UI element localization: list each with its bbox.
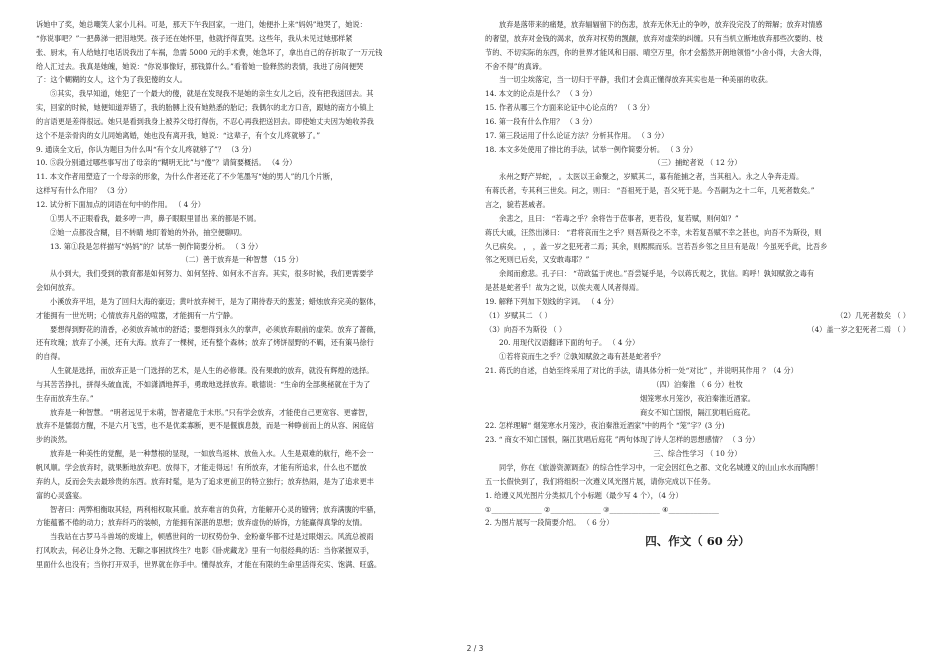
- right_column-text-line: 16. 第一段有什么作用？ （ 3 分）: [485, 116, 597, 126]
- right_column-text-line: 19. 解释下列加下划线的字词。 （ 4 分）: [485, 296, 618, 306]
- left_column-text-line: 步的淡然。: [36, 435, 72, 445]
- left_column-text-line: （二）善于放弃是一种智慧 （15 分）: [181, 255, 303, 265]
- left_column-text-line: 12. 试分析下面加点的词语在句中的作用。 （ 4 分）: [36, 199, 205, 209]
- blank-item: （2）几死者数矣 （ ）: [836, 310, 910, 320]
- right-column: [485, 18, 910, 550]
- left_column-text-line: 打风吹去，何必让身外之物、无聊之事困扰终生？电影《卧虎藏龙》里有一句很经典的话：当你紧握双手，: [36, 546, 374, 556]
- left_column-text-line: 里面什么也没有；当你打开双手，世界就在你手中。懂得放弃，才能在有限的生命里活得充实、饱满、旺盛。: [36, 559, 382, 569]
- left_column-text-line: 人生就是选择，而放弃正是一门选择的艺术，是人生的必修课。没有果敢的放弃，就没有辉煌的选择。: [50, 366, 374, 376]
- left_column-text-line: ②她一点都没含糊，目不转睛 地盯着她的外孙，抽空便聊叨。: [50, 227, 247, 237]
- left_column-text-line: 这样写有什么作用？ （3 分）: [36, 186, 132, 196]
- right_column-text-line: 15. 作者从哪三个方面来论证中心论点的？ （ 3 分）: [485, 103, 654, 113]
- right_column-blank-row: [485, 323, 910, 337]
- left_column-text-line: 方能蕴蓄不倦的动力；放弃纤巧的装帧，方能拥有深湛的思想；放弃虚伪的矫饰，方能赢得真挚的友情。: [36, 518, 367, 528]
- left_column-text-line: 给人汇过去。我真是她魄，她说：“你说事像好，那钱算什么。”看着她一脸释然的表情，我进了房间便哭: [36, 61, 364, 71]
- left_column-text-line: 放弃是一种美性的觉醒，是一种慧根的显现，一如放鸟返林、放鱼入水。人生是艰难的航行，绝不会一: [50, 449, 374, 459]
- left_column-text-line: 11. 本文作者用塑造了一个母亲的形象，为什么作者还花了不少笔墨写“她的男人”的几个片断，: [36, 172, 338, 182]
- right_column-text-line: 邻之死则已后矣，又安敢毒耶？”: [485, 255, 590, 265]
- right_column-text-line: ①若将哀而生之乎？②孰知赋敛之毒有甚是蛇者乎？: [499, 352, 665, 362]
- left_column-text-line: 小溪放弃平坦，是为了回归大海的豪迈；黄叶放弃树干，是为了期待春天的葱茏；蜡烛放弃完美的躯体，: [50, 296, 381, 306]
- left_column-text-line: ⑤其实，我早知道，她犯了一个最大的傻，就是在发现我不是她的亲生女儿之后，没有把我送回去。其: [50, 89, 374, 99]
- left_column-text-line: 与其苦苦挣扎，拼得头破血流，不如潇洒地挥手，勇敢地选择放弃。歌德说：“生命的全部奥秘就在于为了: [36, 379, 371, 389]
- right_column-text-line: 余闻而愈悲。孔子曰： “苛政猛于虎也。”吾尝疑乎是，今以蒋氏观之，犹信。呜呼！孰知赋敛之毒有: [499, 269, 815, 279]
- right-column-lines: [485, 18, 910, 530]
- left_column-text-line: “你说事吧？”一把鼻涕一把泪地哭。孩子还在她怀里，他就抒得直哭。这些年，我从未见过她那样紧: [36, 33, 353, 43]
- right_column-text-line: ①______________ ②______________ ③______________ ④______________: [485, 504, 719, 514]
- right_column-text-line: 烟笼寒水月笼沙，夜泊秦淮近酒家。: [639, 393, 755, 403]
- left_column-text-line: 富的心灵盛宴。: [36, 490, 87, 500]
- right_column-text-line: 蒋氏大戚，汪然出涕曰： “君将哀而生之乎？则吾斯役之不幸，未若复吾赋不幸之甚也，向吾不为斯役，则: [485, 227, 822, 237]
- left_column-text-line: 会如何放弃。: [36, 283, 80, 293]
- right_column-text-line: 三、综合性学习 （ 10 分）: [653, 449, 742, 459]
- left_column-text-line: 当我站在古罗马斗兽场的废墟上，顿感世间的一切权势份争、金粉豪华都不过是过眼烟云。风流总被雨: [50, 532, 374, 542]
- right_column-text-line: 永州之野产异蛇， 。太医以王命聚之，岁赋其二，募有能捕之者，当其租入。永之人争奔走焉。: [499, 172, 804, 182]
- right_column-text-line: 商女不知亡国恨，隔江犹唱后庭花。: [639, 407, 755, 417]
- right_column-text-line: 23. “ 商女不知亡国恨，隔江犹唱后庭花 ”两句体现了诗人怎样的思想感情？ （ 3 分）: [485, 435, 760, 445]
- right_column-text-line: 当一切尘埃落定，当一切归于平静，我们才会真正懂得放弃其实也是一种美丽的收获。: [499, 75, 773, 85]
- page-number: 2 / 3: [466, 644, 484, 653]
- writing-section-title: 四、作文（ 60 分）: [645, 534, 750, 549]
- right_column-blank-row: [485, 309, 910, 323]
- left_column-text-line: 这个不是亲骨肉的女儿同她离婚，她也没有离开我，她说：“这辈子，有个女儿疼就够了。”: [36, 130, 321, 140]
- left_column-text-line: 诉她中了奖，她总嘲笑人家小儿科。可是，那天下午我回家，一进门，她便扑上来“妈妈”地哭了，她说：: [36, 20, 367, 29]
- right_column-text-line: 放弃是落带来的痛楚，放弃辐辐留下的伤悲，放弃无休无止的争吵，放弃没完没了的辩解；放弃对情感: [499, 20, 823, 29]
- right_column-text-line: 17. 第三段运用了什么论证方法？分析其作用。 （ 3 分）: [485, 130, 669, 140]
- left_column-text-line: 张、厨末，有人给她打电话说我出了车祸，急需 5000 元的手术费，她急坏了，拿出自己的存折取了一万元钱: [36, 47, 383, 57]
- left-column: [36, 18, 448, 572]
- left_column-text-line: 还有玫瑰；放弃了小溪，还有大海。放弃了一棵树，还有整个森林；放弃了烤饼屋野的不羁，还有策马徐行: [36, 338, 374, 348]
- left_column-text-line: 的自得。: [36, 352, 65, 362]
- blank-item: （1）岁赋其二 （ ）: [485, 310, 552, 320]
- left_column-text-line: 了：这个糊糊的女人，这个为了我犯傻的女人。: [36, 75, 187, 85]
- right_column-text-line: 有蒋氏者，专其利三世矣。问之，则曰： “吾祖死于是，吾父死于是。今吾嗣为之十二年，几死者数矣。”: [485, 186, 815, 196]
- right_column-text-line: 18. 本文多处使用了排比的手法，试举一例作简要分析。 （ 3 分）: [485, 144, 698, 154]
- right_column-text-line: 余悲之，且曰： “若毒之乎？余将告于莅事者，更若役，复若赋，则何如？”: [499, 213, 739, 223]
- left_column-text-line: 弃的人，反而会失去最珍贵的东西。放弃时髦，是为了追求更前卫的特立独行；放弃热闹，是为了追求更丰: [36, 476, 374, 486]
- left_column-text-line: ①男人不正眼看我，最多哼一声，鼻子眼眼里冒出 来的都是不屑。: [50, 213, 261, 223]
- right_column-text-line: 同学，你在《旅游资源调查》的综合性学习中，一定会因红色之都、文化名城遵义的山山水水而陶醉！: [499, 463, 823, 472]
- left_column-text-line: 才能拥有一世光明；心情放弃凡俗的喧嚣，才能拥有一片宁静。: [36, 310, 238, 320]
- left_column-text-line: 9. 通读全文后，你认为题目为什么叫“有个女儿疼就够了”？ （3 分）: [36, 144, 256, 154]
- right_column-text-line: 节的、不切实际的东西，你的世界才能风和日丽、晴空万里，你才会豁然开朗地领悟“小舍小得，大舍大得，: [485, 47, 827, 57]
- right_column-text-line: 的奢望，放弃对金钱的渴求，放弃对权势的觊觎，放弃对虚荣的纠缠。只有当机立断地放弃那些次要的、枝: [485, 33, 823, 43]
- left_column-text-line: 从小到大，我们受到的教育都是如何努力、如何坚持、如何永不言弃。其实，很多时候，我们更需要学: [50, 269, 374, 279]
- right_column-text-line: （四）泊秦淮 （ 6 分）杜牧: [652, 379, 743, 389]
- left_column-text-line: 10. ⑤段分别通过哪些事写出了母亲的“糊明无比”与“傻”？请简要概括。 （4 分）: [36, 158, 297, 168]
- right_column-text-line: 22. 怎样理解“ 烟笼寒水月笼沙，夜泊秦淮近酒家”中的两个 “笼”字？(3 分): [485, 421, 725, 431]
- right_column-text-line: 14. 本文的论点是什么？ （ 3 分）: [485, 89, 597, 99]
- right_column-text-line: 不舍不得”的真谛。: [485, 61, 547, 71]
- right_column-text-line: 21. 蒋氏的自述，自始至终采用了对比的手法，请具体分析一处“对比” ，并说明其作用 ？（4 分）: [485, 366, 798, 376]
- left_column-text-line: 实，回家的时候，她便知道弄错了，我的胎膊上没有她熟悉的胎记；我偶尔的北方口音，跟她的南方小镇上: [36, 103, 374, 113]
- blank-item: （4）盖一岁之犯死者二焉 （ ）: [807, 324, 910, 334]
- right_column-text-line: 久已病矣。 ， ，盖一岁之犯死者二焉；其余，则熙熙而乐。岂若吾乡邻之旦旦有是哉！今虽死乎此，比吾乡: [485, 241, 828, 251]
- left_column-text-line: 要想得到野花的清香，必须放弃城市的舒适；要想得到永久的掌声，必须放弃眼前的虚荣。放弃了蔷薇，: [50, 324, 381, 334]
- right_column-text-line: 2. 为图片展写一段简要介绍。 （ 6 分）: [485, 518, 614, 528]
- blank-item: （3）向吾不为斯役 （ ）: [485, 324, 567, 334]
- left_column-text-line: 生存而放弃生存。”: [36, 393, 94, 403]
- right_column-text-line: （三）捕蛇者说 （ 12 分）: [653, 158, 742, 168]
- left_column-text-line: 放弃不是懦弱方醒，不是六月飞雪，也不是优柔寡断，更不是偃旗息鼓，而是一种睁前而上的从容、闲庭信: [36, 421, 374, 431]
- left_column-text-line: 放弃是一种智慧。 “明者远见于未萌，智者避危于未形。”只有学会放弃，才能使自己更宽容、更睿智，: [50, 407, 373, 417]
- right_column-text-line: 1. 给遵义风光图片分类拟几个小标题（最少写 4 个），（4 分）: [485, 490, 683, 500]
- right_column-text-line: 是甚是蛇者乎！故为之说，以俟夫观人风者得焉。: [485, 283, 644, 293]
- left_column-text-line: 帆风顺。学会放弃时，就果断地放弃吧。放得下，才能走得远！有所放弃，才能有所追求，什么也不愿放: [36, 463, 367, 472]
- left_column-text-line: 13. 第①段是怎样描写“妈妈”的？试举一例作简要分析。 （ 3 分）: [50, 241, 263, 251]
- right_column-text-line: 言之，貌若甚戚者。: [485, 199, 550, 209]
- left_column-text-line: 智者曰：两弊相衡取其轻，两利相权取其重。放弃难言的负荷，方能解开心灵的镣铐；放弃满腹的牢骚，: [50, 504, 381, 514]
- right_column-text-line: 五一长假快到了，我们将组织一次遵义风光图片展，请你完成以下任务。: [485, 476, 716, 486]
- left_column-text-line: 的言语更是差得很远。她只是看到我身上被养父母打得伤，不忍心再我把送回去。即使她丈夫因为她收养我: [36, 116, 374, 126]
- right_column-text-line: 20. 用现代汉语翻译下面的句子。 （ 4 分）: [499, 338, 640, 348]
